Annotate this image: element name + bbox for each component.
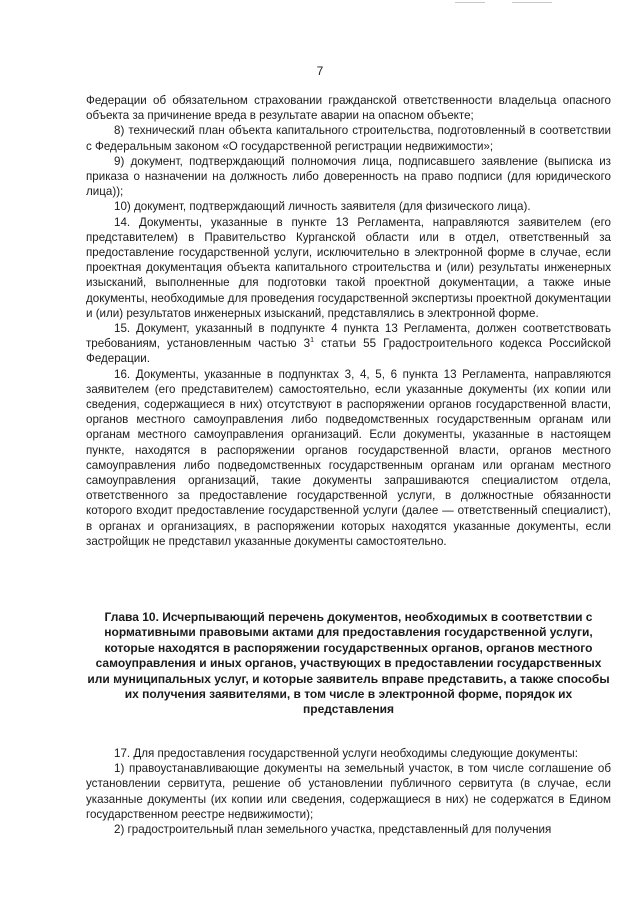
superscript: 1 xyxy=(310,337,315,345)
body-text-bottom xyxy=(86,746,611,837)
paragraph: 14. Документы, указанные в пункте 13 Регламента, направляются заявителем (его представителем) в Правительство Курганской области или в отдел, ответственный за предоставление государственной услуги, исключительно в электронной форме в случае, если проектная документация объекта капитального строительства и (или) результаты инженерных изысканий, выполненные для подготовки такой проектной документации, а также иные документы, необходимые для проведения государственной экспертизы проектной документации и (или) результатов инженерных изысканий, представлялись в электронной форме. xyxy=(86,215,611,320)
paragraph: 10) документ, подтверждающий личность заявителя (для физического лица). xyxy=(114,200,531,214)
paragraph: Федерации об обязательном страховании гражданской ответственности владельца опасного объекта за причинение вреда в результате аварии на опасном объекте; xyxy=(86,94,611,123)
page-number: 7 xyxy=(316,64,324,78)
paragraph-15 xyxy=(86,321,611,367)
paragraph-15-after: статьи 55 Градостроительного кодекса Российской Федерации. xyxy=(86,337,611,366)
paragraph: 2) градостроительный план земельного участка, представленный для получения xyxy=(114,823,552,837)
scan-artifact xyxy=(455,2,485,3)
chapter-heading: Глава 10. Исчерпывающий перечень документов, необходимых в соответствии с нормативными правовыми актами для предоставления государственной услуги, которые находятся в распоряжении государственных органов, органов местного самоуправления и иных органов, участвующих в предоставлении государственных или муниципальных услуг, и которые заявитель вправе представить, а также способы их получения заявителями, в том числе в электронной форме, порядок их представления xyxy=(87,610,610,717)
paragraph-16: 16. Документы, указанные в подпунктах 3, 4, 5, 6 пункта 13 Регламента, направляются заявителем (его представителем) самостоятельно, если указанные документы (их копии или сведения, содержащиеся в них) отсутствуют в распоряжении органов государственной власти, органов местного самоуправления либо подведомственных государственным органам или органам местного самоуправления организаций. Если документы, указанные в настоящем пункте, находятся в распоряжении органов государственной власти, органов местного самоуправления либо подведомственных государственным органам или органам местного самоуправления организаций, такие документы запрашиваются специалистом отдела, ответственного за предоставление государственной услуги, в должностные обязанности которого входит предоставление государственной услуги (далее — ответственный специалист), в органах и организациях, в распоряжении которых находятся указанные документы, если застройщик не представил указанные документы самостоятельно. xyxy=(86,367,611,548)
scan-artifact xyxy=(512,2,552,3)
paragraph: 17. Для предоставления государственной услуги необходимы следующие документы: xyxy=(114,747,578,760)
paragraph: 1) правоустанавливающие документы на земельный участок, в том числе соглашение об установлении сервитута, решение об установлении публичного сервитута (в случае, если указанные документы (их копии или сведения, содержащиеся в них) не содержатся в Едином государственном реестре недвижимости); xyxy=(86,762,611,821)
body-text-top xyxy=(86,93,611,549)
paragraph: 8) технический план объекта капитального строительства, подготовленный в соответствии с Федеральным законом «О государственной регистрации недвижимости»; xyxy=(86,124,611,153)
paragraph-15-before: 15. Документ, указанный в подпункте 4 пункта 13 Регламента, должен соответствовать требованиям, установленным частью 3 xyxy=(86,322,611,351)
paragraph: 9) документ, подтверждающий полномочия лица, подписавшего заявление (выписка из приказа о назначении на должность либо доверенность на право подписи (для юридического лица)); xyxy=(86,154,611,199)
